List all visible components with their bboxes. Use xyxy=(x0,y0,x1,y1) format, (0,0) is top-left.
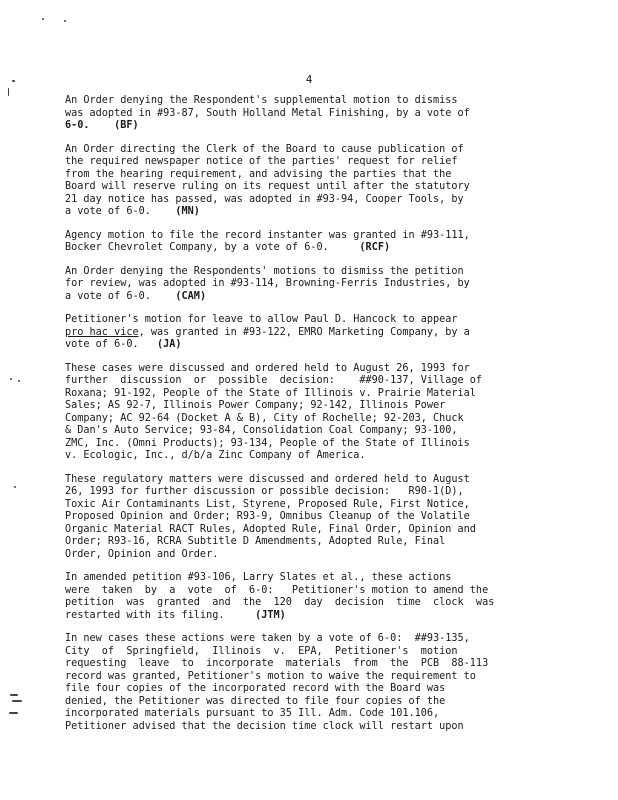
scan-speck xyxy=(9,712,18,714)
latin-phrase: pro hac vice xyxy=(65,326,139,338)
text-line: In new cases these actions were taken by a vote of 6-0: ##93-135, xyxy=(65,633,470,644)
text-line: Sales; AS 92-7, Illinois Power Company; 92-142, Illinois Power xyxy=(65,400,446,411)
text-line: Company; AC 92-64 (Docket A & B), City of Rochelle; 92-203, Chuck xyxy=(65,412,464,424)
text-line: the required newspaper notice of the parties' request for relief xyxy=(65,156,458,167)
text-line: Roxana; 91-192, People of the State of Illinois v. Prairie Material xyxy=(65,387,476,399)
scan-speck xyxy=(14,486,16,488)
text-line: restarted with its filing. (JTM) xyxy=(65,609,286,621)
text-line: ZMC, Inc. (Omni Products); 93-134, People of the State of Illinois xyxy=(65,437,470,449)
text-line: v. Ecologic, Inc., d/b/a Zinc Company of America. xyxy=(65,450,366,461)
paragraph-motion-emro xyxy=(65,314,543,352)
paragraph-order-browning-ferris xyxy=(65,266,543,304)
text-line: Petitioner advised that the decision time clock will restart upon xyxy=(65,720,464,732)
staff-initials: (BF) xyxy=(89,120,139,131)
text-line: for review, was adopted in #93-114, Browning-Ferris Industries, by xyxy=(65,278,470,289)
text-line: a vote of 6-0. (CAM) xyxy=(65,290,207,302)
text-line: Organic Material RACT Rules, Adopted Rule, Final Order, Opinion and xyxy=(65,523,476,535)
text-line: Agency motion to file the record instanter was granted in #93-111, xyxy=(65,229,470,241)
text-line: further discussion or possible decision: ##90-137, Village of xyxy=(65,375,483,386)
text-line: An Order directing the Clerk of the Board to cause publication of xyxy=(65,143,464,155)
paragraph-cases-held xyxy=(65,363,543,463)
staff-initials: (CAM) xyxy=(150,290,207,302)
text-line: Petitioner's motion for leave to allow Paul D. Hancock to appear xyxy=(65,314,458,325)
text-line: An Order denying the Respondents' motions to dismiss the petition xyxy=(65,265,464,277)
text-line: Order; R93-16, RCRA Subtitle D Amendments, Adopted Rule, Final xyxy=(65,536,446,547)
text-line: 26, 1993 for further discussion or possible decision: R90-1(D), xyxy=(65,486,464,497)
text-line: Order, Opinion and Order. xyxy=(65,548,219,560)
text-line: incorporated materials pursuant to 35 Ill. Adm. Code 101.106, xyxy=(65,708,440,719)
text-line: petition was granted and the 120 day decision time clock was xyxy=(65,597,495,608)
text-line: file four copies of the incorporated record with the Board was xyxy=(65,683,446,694)
staff-initials: (JA) xyxy=(138,339,182,350)
scan-speck xyxy=(64,20,66,22)
staff-initials: (JTM) xyxy=(224,609,286,621)
text-line: These cases were discussed and ordered held to August 26, 1993 for xyxy=(65,362,470,374)
paragraph-amended-slates xyxy=(65,572,543,622)
text-line: Bocker Chevrolet Company, by a vote of 6-0. (RCF) xyxy=(65,242,391,253)
paragraph-motion-bocker xyxy=(65,230,543,255)
scan-speck xyxy=(8,88,9,96)
staff-initials: (MN) xyxy=(150,206,200,217)
scan-speck xyxy=(12,700,22,702)
text-line: An Order denying the Respondent's supplemental motion to dismiss xyxy=(65,95,458,106)
text-line: Toxic Air Contaminants List, Styrene, Proposed Rule, First Notice, xyxy=(65,498,470,510)
text-line: In amended petition #93-106, Larry Slates et al., these actions xyxy=(65,572,452,583)
text-line: & Dan's Auto Service; 93-84, Consolidation Coal Company; 93-100, xyxy=(65,425,458,436)
paragraph-new-cases xyxy=(65,633,543,733)
text-line: requesting leave to incorporate materials from the PCB 88-113 xyxy=(65,658,489,669)
text-line: record was granted, Petitioner's motion to waive the requirement to xyxy=(65,670,476,682)
staff-initials: (RCF) xyxy=(328,242,391,253)
scan-speck xyxy=(10,378,12,380)
text-line: 21 day notice has passed, was adopted in #93-94, Cooper Tools, by xyxy=(65,193,464,205)
text-line: vote of 6-0. (JA) xyxy=(65,339,182,350)
scan-speck xyxy=(42,18,44,20)
minutes-body xyxy=(65,95,543,744)
text-line: 6-0. (BF) xyxy=(65,120,139,131)
paragraph-order-south-holland xyxy=(65,95,543,133)
text-line: These regulatory matters were discussed and ordered held to August xyxy=(65,473,470,485)
text-line: denied, the Petitioner was directed to file four copies of the xyxy=(65,695,446,707)
text-line: a vote of 6-0. (MN) xyxy=(65,206,200,217)
text-line: from the hearing requirement, and advising the parties that the xyxy=(65,168,452,180)
text-line: was adopted in #93-87, South Holland Metal Finishing, by a vote of xyxy=(65,107,470,119)
paragraph-regulatory-held xyxy=(65,474,543,562)
text-line: were taken by a vote of 6-0: Petitioner's motion to amend the xyxy=(65,584,489,596)
scan-speck xyxy=(10,694,18,696)
text-line: City of Springfield, Illinois v. EPA, Petitioner's motion xyxy=(65,645,458,657)
text-line: Board will reserve ruling on its request until after the statutory xyxy=(65,181,470,192)
page-number: 4 xyxy=(305,73,313,86)
scan-speck xyxy=(18,380,20,382)
text-line: Proposed Opinion and Order; R93-9, Omnibus Cleanup of the Volatile xyxy=(65,511,470,522)
text-line: pro hac vice, was granted in #93-122, EMRO Marketing Company, by a xyxy=(65,326,470,338)
paragraph-order-cooper-tools xyxy=(65,144,543,219)
